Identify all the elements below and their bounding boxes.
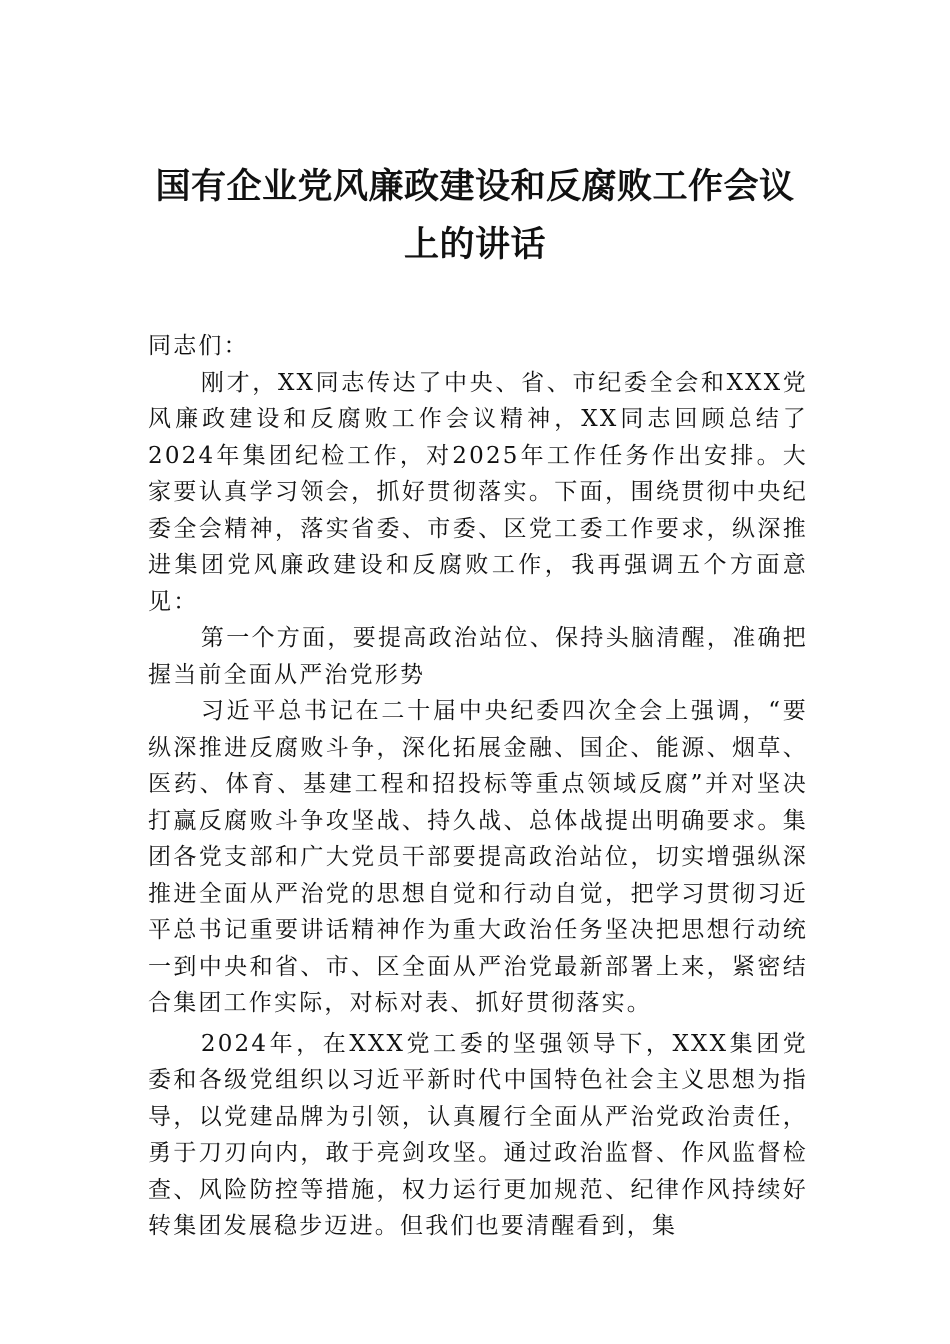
document-body xyxy=(148,328,808,1245)
document-title xyxy=(145,158,805,274)
salutation: 同志们： xyxy=(148,333,249,359)
title-line-1: 国有企业党风廉政建设和反腐败工作会议 xyxy=(155,167,795,207)
paragraph-opening: 刚才，XX同志传达了中央、省、市纪委全会和XXX党风廉政建设和反腐败工作会议精神，XX同志回顾总结了2024年集团纪检工作，对2025年工作任务作出安排。大家要认真学习领会，抓好贯彻落实。下面，围绕贯彻中央纪委全会精神，落实省委、市委、区党工委工作要求，纵深推进集团党风廉政建设和反腐败工作，我再强调五个方面意见： xyxy=(148,369,808,615)
paragraph-2024-review: 2024年，在XXX党工委的坚强领导下，XXX集团党委和各级党组织以习近平新时代中国特色社会主义思想为指导，以党建品牌为引领，认真履行全面从严治党政治责任，勇于刀刃向内，敢于亮剑攻坚。通过政治监督、作风监督检查、风险防控等措施，权力运行更加规范、纪律作风持续好转集团发展稳步迈进。但我们也要清醒看到，集 xyxy=(148,1030,808,1239)
paragraph-xi-speech: 习近平总书记在二十届中央纪委四次全会上强调，“要纵深推进反腐败斗争，深化拓展金融、国企、能源、烟草、医药、体育、基建工程和招投标等重点领域反腐”并对坚决打赢反腐败斗争攻坚战、持久战、总体战提出明确要求。集团各党支部和广大党员干部要提高政治站位，切实增强纵深推进全面从严治党的思想自觉和行动自觉，把学习贯彻习近平总书记重要讲话精神作为重大政治任务坚决把思想行动统一到中央和省、市、区全面从严治党最新部署上来，紧密结合集团工作实际，对标对表、抓好贯彻落实。 xyxy=(148,698,808,1016)
section-heading-first: 第一个方面，要提高政治站位、保持头脑清醒，准确把握当前全面从严治党形势 xyxy=(148,625,808,688)
title-line-2: 上的讲话 xyxy=(403,225,546,265)
